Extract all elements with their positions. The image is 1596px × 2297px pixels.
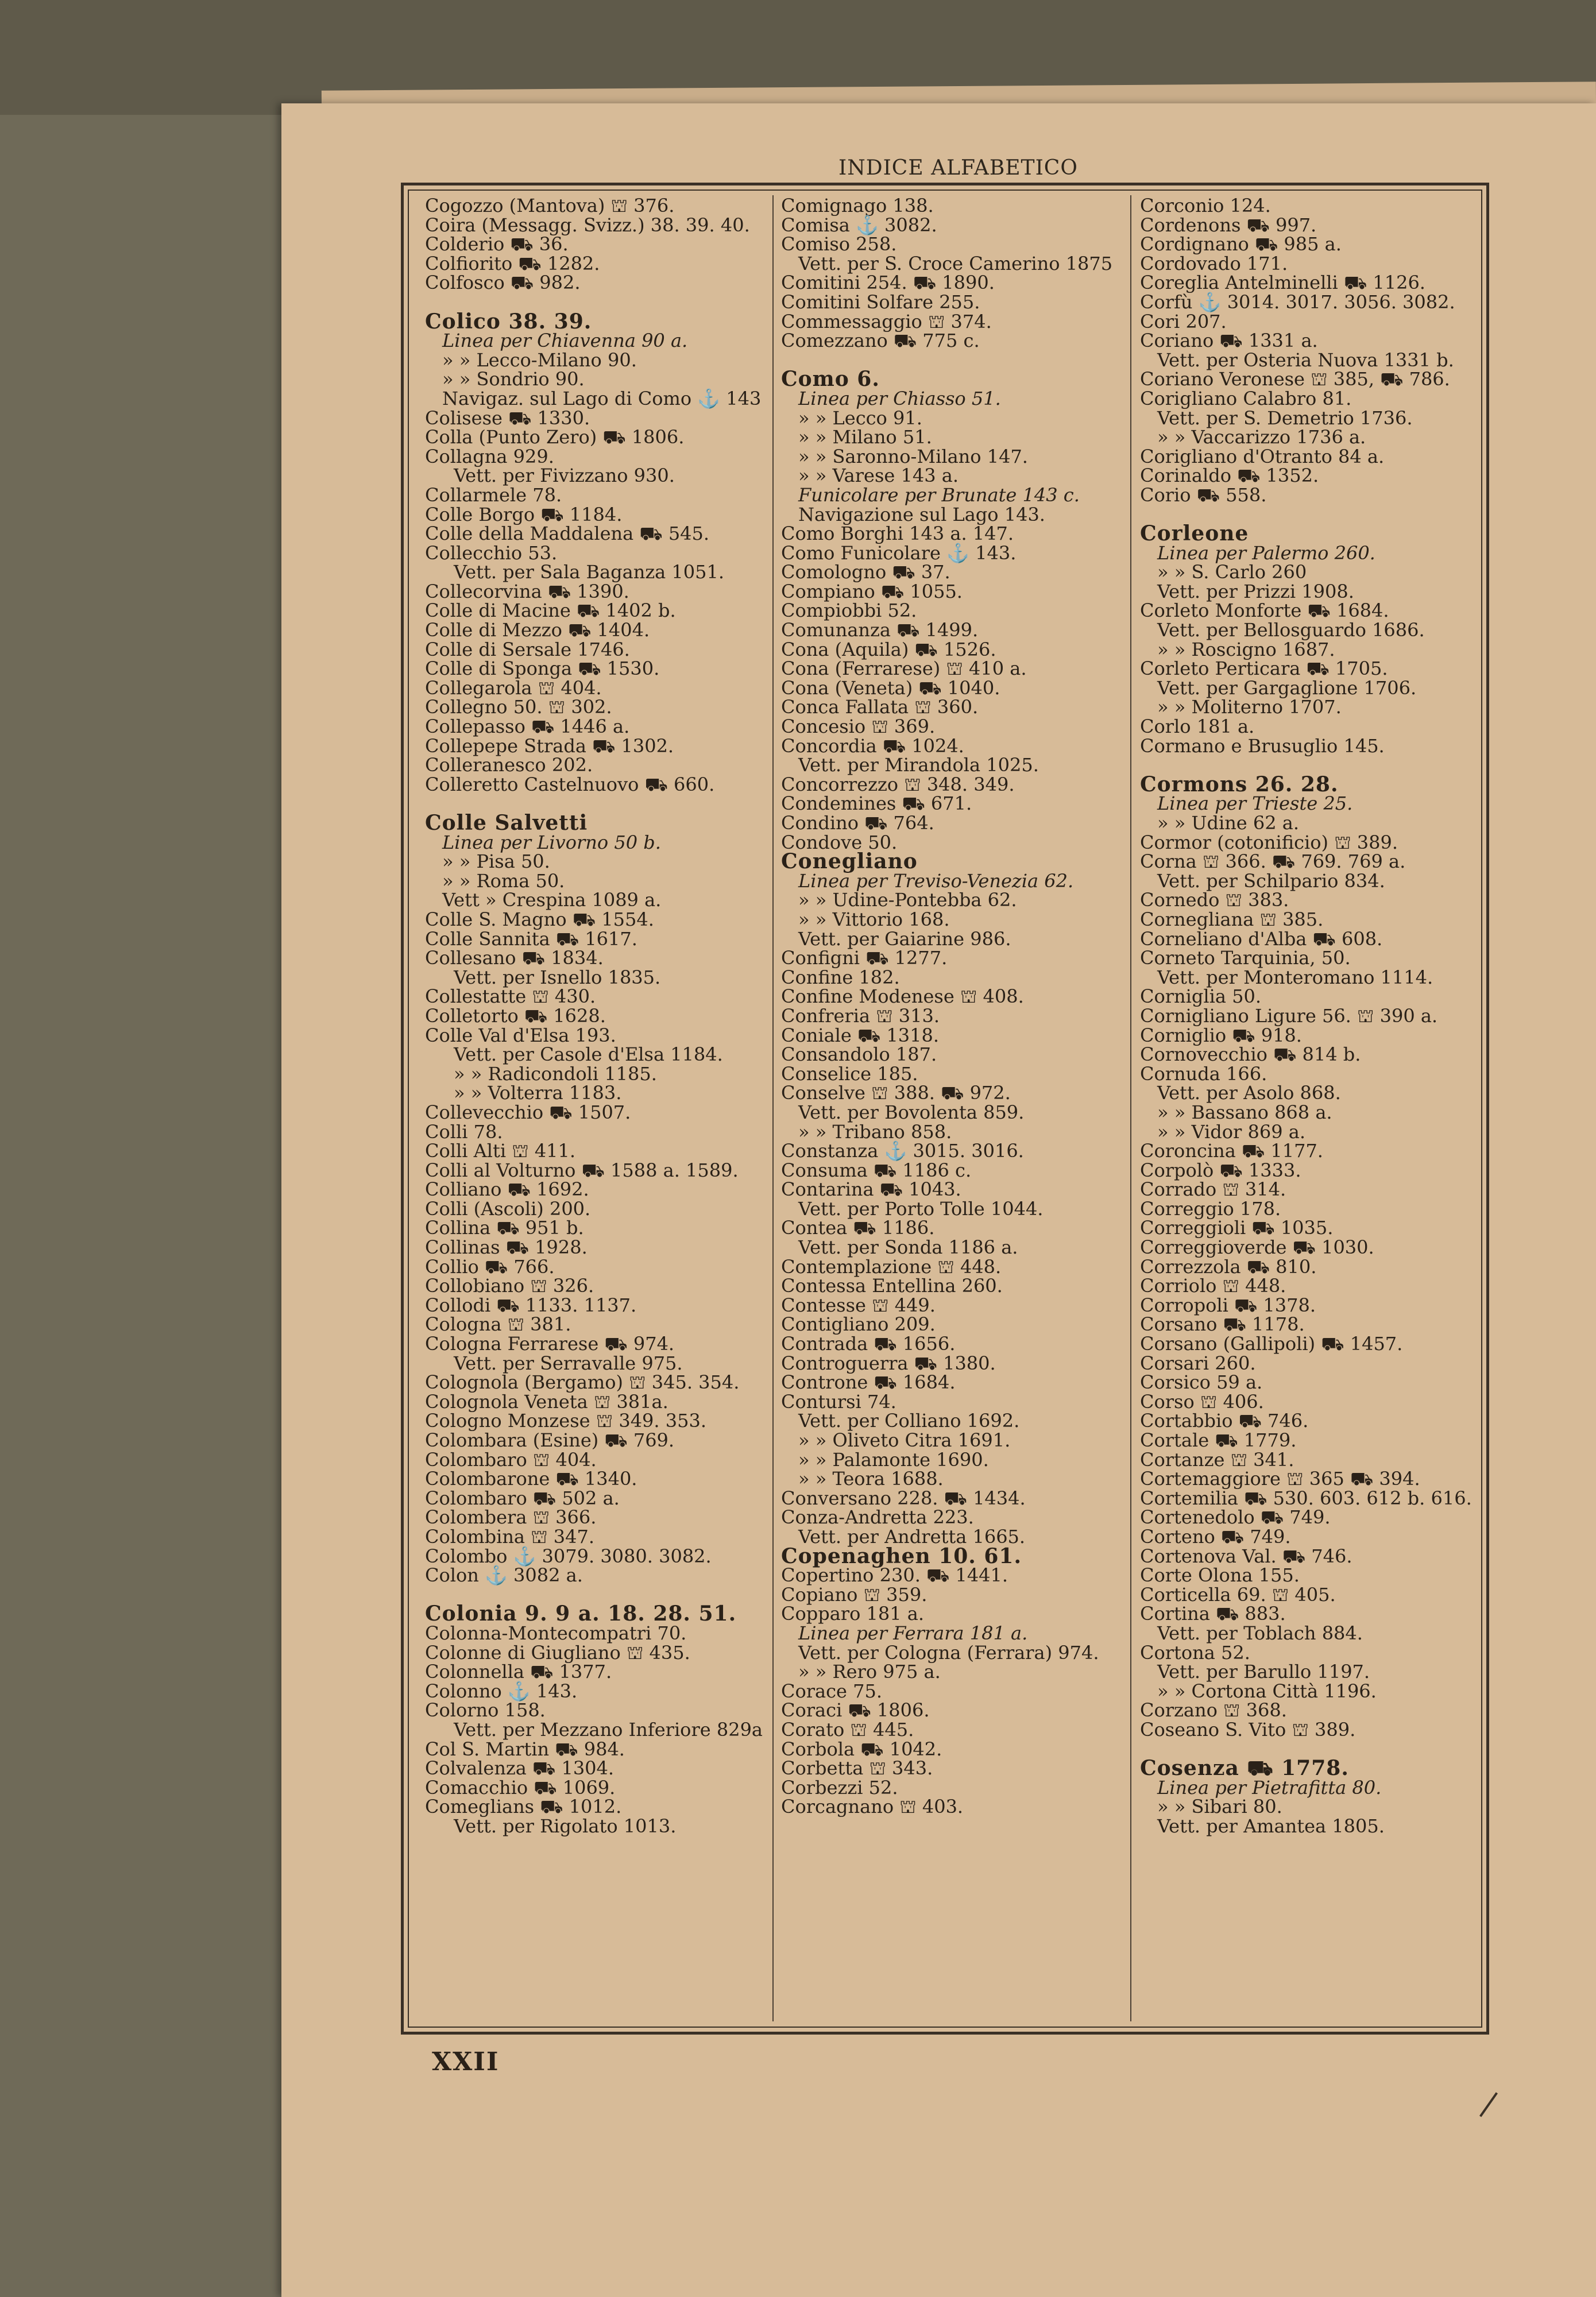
index-entry: Confreria ⛫ 313. <box>781 1004 940 1027</box>
index-entry: Vett. per Bovolenta 859. <box>798 1101 1025 1123</box>
index-entry: » » Lecco 91. <box>798 407 922 429</box>
index-entry: Como Funicolare ⚓ 143. <box>781 542 1017 564</box>
index-entry: Col S. Martin ⛟ 984. <box>425 1738 625 1760</box>
index-entry: Corriolo ⛫ 448. <box>1140 1275 1286 1297</box>
index-heading: Copenaghen 10. 61. <box>781 1544 1022 1568</box>
index-entry: Collio ⛟ 766. <box>425 1255 555 1278</box>
index-entry: Vett » Crespina 1089 a. <box>442 889 662 911</box>
index-entry: Corsano (Gallipoli) ⛟ 1457. <box>1140 1333 1403 1355</box>
index-entry: Colleranesco 202. <box>425 754 593 776</box>
index-entry: Vett. per Colliano 1692. <box>798 1410 1020 1432</box>
index-entry: Colle di Sersale 1746. <box>425 638 630 660</box>
index-entry: Collesano ⛟ 1834. <box>425 947 604 969</box>
index-entry: Comitini 254. ⛟ 1890. <box>781 272 995 294</box>
index-entry: Condove 50. <box>781 831 898 853</box>
index-entry: Correzzola ⛟ 810. <box>1140 1255 1317 1278</box>
index-entry: Colle Val d'Elsa 193. <box>425 1024 616 1046</box>
index-entry: Colliano ⛟ 1692. <box>425 1178 589 1201</box>
index-entry: Corna ⛫ 366. ⛟ 769. 769 a. <box>1140 850 1406 873</box>
index-entry: Cologno Monzese ⛫ 349. 353. <box>425 1410 707 1432</box>
index-entry: Cortemaggiore ⛫ 365 ⛟ 394. <box>1140 1468 1420 1490</box>
column-rule <box>1130 195 1131 2021</box>
index-entry: Colombarone ⛟ 1340. <box>425 1468 637 1490</box>
index-entry: Confine 182. <box>781 966 900 988</box>
index-entry: Cornedo ⛫ 383. <box>1140 889 1289 911</box>
index-entry: Collobiano ⛫ 326. <box>425 1275 594 1297</box>
index-entry: Corsano ⛟ 1178. <box>1140 1313 1305 1336</box>
index-entry: Vett. per S. Demetrio 1736. <box>1157 407 1413 429</box>
index-entry: Corbezzi 52. <box>781 1776 898 1799</box>
index-entry: Corneliano d'Alba ⛟ 608. <box>1140 927 1383 950</box>
index-entry: Collina ⛟ 951 b. <box>425 1217 584 1239</box>
index-entry: Colle S. Magno ⛟ 1554. <box>425 908 654 930</box>
index-entry: » » Teora 1688. <box>798 1468 944 1490</box>
index-entry: Comezzano ⛟ 775 c. <box>781 330 980 352</box>
index-entry: Collegno 50. ⛫ 302. <box>425 696 612 718</box>
index-entry: Vett. per Monteromano 1114. <box>1157 966 1433 988</box>
index-entry: Coniale ⛟ 1318. <box>781 1024 940 1046</box>
index-entry: Colonne di Giugliano ⛫ 435. <box>425 1641 690 1664</box>
index-entry: Configni ⛟ 1277. <box>781 947 948 969</box>
index-entry: Collarmele 78. <box>425 484 562 506</box>
index-entry: Linea per Treviso-Venezia 62. <box>798 869 1074 892</box>
index-entry: Colombina ⛫ 347. <box>425 1525 595 1548</box>
index-entry: Corneto Tarquinia, 50. <box>1140 947 1351 969</box>
index-entry: Cortabbio ⛟ 746. <box>1140 1410 1309 1432</box>
index-entry: » » Sondrio 90. <box>442 368 585 390</box>
index-entry: Corbetta ⛫ 343. <box>781 1757 933 1780</box>
index-entry: Corniglio ⛟ 918. <box>1140 1024 1302 1046</box>
index-entry: Vett. per Prizzi 1908. <box>1157 580 1354 602</box>
index-entry: Vett. per Casole d'Elsa 1184. <box>454 1043 723 1066</box>
index-entry: Linea per Palermo 260. <box>1157 542 1375 564</box>
index-entry: Cortina ⛟ 883. <box>1140 1603 1286 1625</box>
index-entry: Vett. per Barullo 1197. <box>1157 1661 1370 1683</box>
index-entry: » » Vidor 869 a. <box>1157 1120 1305 1143</box>
index-entry: Comiso 258. <box>781 233 897 256</box>
index-entry: Colle di Mezzo ⛟ 1404. <box>425 619 650 641</box>
index-entry: » » Pisa 50. <box>442 850 550 873</box>
index-entry: Vett. per Andretta 1665. <box>798 1525 1026 1548</box>
index-entry: Vett. per Sonda 1186 a. <box>798 1236 1018 1259</box>
index-entry: Concesio ⛫ 369. <box>781 716 936 738</box>
index-entry: Cornuda 166. <box>1140 1062 1267 1085</box>
index-entry: Corcagnano ⛫ 403. <box>781 1796 964 1818</box>
index-entry: Contigliano 209. <box>781 1313 936 1336</box>
index-entry: Comunanza ⛟ 1499. <box>781 619 979 641</box>
index-entry: Colfosco ⛟ 982. <box>425 272 581 294</box>
index-heading: Colico 38. 39. <box>425 309 592 334</box>
index-entry: Colla (Punto Zero) ⛟ 1806. <box>425 426 685 448</box>
index-entry: Concorrezzo ⛫ 348. 349. <box>781 773 1015 795</box>
index-entry: Cona (Ferrarese) ⛫ 410 a. <box>781 658 1027 680</box>
index-entry: Colorno 158. <box>425 1699 546 1722</box>
index-entry: Como Borghi 143 a. 147. <box>781 523 1014 545</box>
index-entry: Cortale ⛟ 1779. <box>1140 1429 1297 1451</box>
index-entry: Colfiorito ⛟ 1282. <box>425 252 600 274</box>
index-entry: Linea per Chiavenna 90 a. <box>442 330 688 352</box>
index-entry: Corticella 69. ⛫ 405. <box>1140 1583 1336 1606</box>
index-entry: Cortona 52. <box>1140 1641 1250 1664</box>
index-entry: Cologna Ferrarese ⛟ 974. <box>425 1333 675 1355</box>
index-entry: Corniglia 50. <box>1140 985 1261 1008</box>
index-entry: Cortenova Val. ⛟ 746. <box>1140 1545 1352 1567</box>
index-entry: Colli al Volturno ⛟ 1588 a. 1589. <box>425 1159 739 1181</box>
index-heading: Colle Salvetti <box>425 811 588 835</box>
index-entry: Corte Olona 155. <box>1140 1564 1300 1587</box>
index-entry: Colleretto Castelnuovo ⛟ 660. <box>425 773 715 795</box>
index-entry: Colle di Macine ⛟ 1402 b. <box>425 600 676 622</box>
index-entry: Conza-Andretta 223. <box>781 1506 974 1529</box>
index-entry: Vett. per Mirandola 1025. <box>798 754 1039 776</box>
index-entry: Cormor (cotonificio) ⛫ 389. <box>1140 831 1398 853</box>
index-entry: » » Bassano 868 a. <box>1157 1101 1332 1123</box>
index-entry: Vett. per Bellosguardo 1686. <box>1157 619 1425 641</box>
index-entry: Vett. per Toblach 884. <box>1157 1622 1363 1644</box>
index-entry: Collinas ⛟ 1928. <box>425 1236 588 1259</box>
index-entry: Cortenedolo ⛟ 749. <box>1140 1506 1331 1529</box>
index-entry: » » Tribano 858. <box>798 1120 952 1143</box>
index-entry: Colombara (Esine) ⛟ 769. <box>425 1429 675 1451</box>
index-entry: Concordia ⛟ 1024. <box>781 734 964 757</box>
index-entry: Conselve ⛫ 388. ⛟ 972. <box>781 1082 1011 1104</box>
index-entry: Vett. per Gargaglione 1706. <box>1157 676 1417 699</box>
index-entry: Corleto Perticara ⛟ 1705. <box>1140 658 1388 680</box>
index-entry: Collecchio 53. <box>425 542 558 564</box>
index-entry: Cologna ⛫ 381. <box>425 1313 571 1336</box>
index-entry: Cortemilia ⛟ 530. 603. 612 b. 616. <box>1140 1487 1472 1509</box>
index-entry: Vett. per Cologna (Ferrara) 974. <box>798 1641 1099 1664</box>
index-entry: Contesse ⛫ 449. <box>781 1294 936 1316</box>
index-entry: Navigaz. sul Lago di Como ⚓ 143 <box>442 387 762 409</box>
index-entry: Corbola ⛟ 1042. <box>781 1738 942 1760</box>
index-entry: Coira (Messagg. Svizz.) 38. 39. 40. <box>425 214 750 236</box>
index-entry: Funicolare per Brunate 143 c. <box>798 484 1080 506</box>
index-entry: Colombaro ⛫ 404. <box>425 1448 597 1471</box>
index-heading: Cormons 26. 28. <box>1140 772 1339 796</box>
page-number: XXII <box>432 2047 500 2076</box>
index-entry: Vett. per Fivizzano 930. <box>454 465 675 487</box>
index-entry: Coseano S. Vito ⛫ 389. <box>1140 1718 1356 1741</box>
index-entry: Cornovecchio ⛟ 814 b. <box>1140 1043 1361 1066</box>
index-entry: Cornigliano Ligure 56. ⛫ 390 a. <box>1140 1004 1438 1027</box>
index-entry: Collodi ⛟ 1133. 1137. <box>425 1294 637 1316</box>
index-entry: » » Udine-Pontebba 62. <box>798 889 1017 911</box>
index-entry: Correggioverde ⛟ 1030. <box>1140 1236 1374 1259</box>
index-entry: Controguerra ⛟ 1380. <box>781 1352 996 1374</box>
index-entry: Corace 75. <box>781 1680 883 1702</box>
index-entry: Corso ⛫ 406. <box>1140 1390 1264 1413</box>
index-entry: Contea ⛟ 1186. <box>781 1217 935 1239</box>
index-entry: Corio ⛟ 558. <box>1140 484 1267 506</box>
index-entry: » » Milano 51. <box>798 426 932 448</box>
index-entry: Cornegliana ⛫ 385. <box>1140 908 1324 930</box>
index-entry: Contarina ⛟ 1043. <box>781 1178 961 1201</box>
index-entry: Collepasso ⛟ 1446 a. <box>425 716 630 738</box>
index-entry: » » Udine 62 a. <box>1157 812 1300 834</box>
index-entry: » » Palamonte 1690. <box>798 1448 989 1471</box>
index-entry: Comisa ⚓ 3082. <box>781 214 937 236</box>
index-entry: » » Radicondoli 1185. <box>454 1062 657 1085</box>
index-entry: Colonnella ⛟ 1377. <box>425 1661 612 1683</box>
index-entry: Linea per Pietrafitta 80. <box>1157 1776 1382 1799</box>
index-entry: Comeglians ⛟ 1012. <box>425 1796 622 1818</box>
index-entry: Collegarola ⛫ 404. <box>425 676 602 699</box>
index-entry: Colle della Maddalena ⛟ 545. <box>425 523 710 545</box>
index-entry: » » Vittorio 168. <box>798 908 950 930</box>
index-heading: Conegliano <box>781 849 918 874</box>
index-heading: Colonia 9. 9 a. 18. 28. 51. <box>425 1602 737 1626</box>
index-entry: Corrado ⛫ 314. <box>1140 1178 1286 1201</box>
index-entry: Colle Borgo ⛟ 1184. <box>425 503 623 525</box>
index-entry: Vett. per Schilpario 834. <box>1157 869 1385 892</box>
index-entry: Colognola Veneta ⛫ 381a. <box>425 1390 668 1413</box>
index-entry: » » Sibari 80. <box>1157 1796 1282 1818</box>
index-entry: » » Cortona Città 1196. <box>1157 1680 1377 1702</box>
index-entry: Confine Modenese ⛫ 408. <box>781 985 1024 1008</box>
index-entry: » » Varese 143 a. <box>798 465 959 487</box>
index-entry: Corpolò ⛟ 1333. <box>1140 1159 1301 1181</box>
index-entry: Colon ⚓ 3082 a. <box>425 1564 583 1587</box>
running-title: INDICE ALFABETICO <box>838 156 1078 180</box>
index-entry: Conca Fallata ⛫ 360. <box>781 696 979 718</box>
index-entry: Colombaro ⛟ 502 a. <box>425 1487 620 1509</box>
index-entry: Cori 207. <box>1140 310 1227 332</box>
index-entry: Coroncina ⛟ 1177. <box>1140 1140 1323 1162</box>
index-entry: Corfù ⚓ 3014. 3017. 3056. 3082. <box>1140 291 1455 313</box>
index-entry: Colombera ⛫ 366. <box>425 1506 597 1529</box>
index-entry: » » S. Carlo 260 <box>1157 561 1307 583</box>
index-entry: » » Rero 975 a. <box>798 1661 941 1683</box>
index-entry: Vett. per Amantea 1805. <box>1157 1815 1385 1837</box>
index-entry: Corlo 181 a. <box>1140 716 1255 738</box>
index-entry: Condemines ⛟ 671. <box>781 792 972 815</box>
index-heading: Cosenza ⛟ 1778. <box>1140 1756 1349 1781</box>
index-entry: Cordovado 171. <box>1140 252 1288 274</box>
index-entry: Compiobbi 52. <box>781 600 917 622</box>
index-entry: » » Oliveto Citra 1691. <box>798 1429 1011 1451</box>
index-entry: Collecorvina ⛟ 1390. <box>425 580 629 602</box>
index-entry: Cordenons ⛟ 997. <box>1140 214 1317 236</box>
index-entry: Contrada ⛟ 1656. <box>781 1333 956 1355</box>
index-entry: Coriano Veronese ⛫ 385, ⛟ 786. <box>1140 368 1450 390</box>
index-entry: Corigliano Calabro 81. <box>1140 387 1352 409</box>
index-entry: Cona (Aquila) ⛟ 1526. <box>781 638 996 660</box>
index-entry: Corsico 59 a. <box>1140 1371 1263 1394</box>
index-entry: Compiano ⛟ 1055. <box>781 580 963 602</box>
index-entry: Copiano ⛫ 359. <box>781 1583 928 1606</box>
index-entry: Consuma ⛟ 1186 c. <box>781 1159 972 1181</box>
index-entry: Vett. per Sala Baganza 1051. <box>454 561 725 583</box>
index-entry: Correggioli ⛟ 1035. <box>1140 1217 1334 1239</box>
index-entry: Vett. per Rigolato 1013. <box>454 1815 677 1837</box>
index-entry: Contessa Entellina 260. <box>781 1275 1003 1297</box>
index-entry: Contemplazione ⛫ 448. <box>781 1255 1002 1278</box>
index-entry: Colognola (Bergamo) ⛫ 345. 354. <box>425 1371 740 1394</box>
index-entry: Colletorto ⛟ 1628. <box>425 1004 606 1027</box>
index-column-2 <box>781 196 1120 2017</box>
index-entry: » » Vaccarizzo 1736 a. <box>1157 426 1366 448</box>
index-entry: Coriano ⛟ 1331 a. <box>1140 330 1318 352</box>
index-entry: Corropoli ⛟ 1378. <box>1140 1294 1316 1316</box>
index-entry: Controne ⛟ 1684. <box>781 1371 956 1394</box>
index-entry: Colli Alti ⛫ 411. <box>425 1140 576 1162</box>
index-entry: » » Roma 50. <box>442 869 565 892</box>
index-entry: Colli (Ascoli) 200. <box>425 1197 591 1220</box>
index-heading: Corleone <box>1140 521 1249 546</box>
index-entry: Corzano ⛫ 368. <box>1140 1699 1287 1722</box>
index-entry: Comitini Solfare 255. <box>781 291 980 313</box>
column-rule <box>772 195 774 2021</box>
index-entry: Comacchio ⛟ 1069. <box>425 1776 616 1799</box>
index-column-1 <box>425 196 770 2017</box>
index-entry: Vett. per Osteria Nuova 1331 b. <box>1157 349 1454 371</box>
index-entry: Colle Sannita ⛟ 1617. <box>425 927 637 950</box>
index-entry: Linea per Livorno 50 b. <box>442 831 661 853</box>
index-entry: Copertino 230. ⛟ 1441. <box>781 1564 1008 1587</box>
index-entry: Vett. per Gaiarine 986. <box>798 927 1011 950</box>
index-entry: Correggio 178. <box>1140 1197 1281 1220</box>
index-entry: » » Volterra 1183. <box>454 1082 622 1104</box>
index-entry: Corato ⛫ 445. <box>781 1718 914 1741</box>
index-entry: » » Roscigno 1687. <box>1157 638 1335 660</box>
index-entry: Corsari 260. <box>1140 1352 1256 1374</box>
index-entry: Conversano 228. ⛟ 1434. <box>781 1487 1026 1509</box>
index-entry: Colli 78. <box>425 1120 503 1143</box>
index-entry: Comologno ⛟ 37. <box>781 561 950 583</box>
index-entry: Collestatte ⛫ 430. <box>425 985 596 1008</box>
index-entry: Corleto Monforte ⛟ 1684. <box>1140 600 1389 622</box>
index-entry: Colle di Sponga ⛟ 1530. <box>425 658 660 680</box>
index-entry: » » Lecco-Milano 90. <box>442 349 637 371</box>
index-entry: Linea per Ferrara 181 a. <box>798 1622 1028 1644</box>
index-entry: Colvalenza ⛟ 1304. <box>425 1757 615 1780</box>
index-entry: Copparo 181 a. <box>781 1603 925 1625</box>
index-entry: Vett. per Mezzano Inferiore 829a <box>454 1718 763 1741</box>
index-entry: Cortanze ⛫ 341. <box>1140 1448 1294 1471</box>
index-entry: Colonno ⚓ 143. <box>425 1680 578 1702</box>
index-entry: Collagna 929. <box>425 445 554 467</box>
index-entry: » » Moliterno 1707. <box>1157 696 1342 718</box>
index-entry: Coraci ⛟ 1806. <box>781 1699 930 1722</box>
index-entry: Vett. per Isnello 1835. <box>454 966 661 988</box>
index-entry: Cordignano ⛟ 985 a. <box>1140 233 1342 256</box>
index-entry: Corigliano d'Otranto 84 a. <box>1140 445 1385 467</box>
index-entry: Comignago 138. <box>781 196 934 216</box>
index-entry: Commessaggio ⛫ 374. <box>781 310 992 332</box>
index-column-3 <box>1140 196 1485 2017</box>
index-entry: Linea per Trieste 25. <box>1157 792 1353 815</box>
index-entry: Consandolo 187. <box>781 1043 937 1066</box>
index-entry: Colisese ⛟ 1330. <box>425 407 590 429</box>
index-entry: Vett. per S. Croce Camerino 1875 <box>798 252 1113 274</box>
index-entry: Colderio ⛟ 36. <box>425 233 569 256</box>
index-entry: Colombo ⚓ 3079. 3080. 3082. <box>425 1545 712 1567</box>
index-entry: Collepepe Strada ⛟ 1302. <box>425 734 674 757</box>
index-entry: Contursi 74. <box>781 1390 896 1413</box>
index-entry: Vett. per Porto Tolle 1044. <box>798 1197 1044 1220</box>
index-entry: Cormano e Brusuglio 145. <box>1140 734 1385 757</box>
index-entry: Constanza ⚓ 3015. 3016. <box>781 1140 1024 1162</box>
index-entry: Condino ⛟ 764. <box>781 812 934 834</box>
index-entry: Navigazione sul Lago 143. <box>798 503 1045 525</box>
index-entry: Linea per Chiasso 51. <box>798 387 1001 409</box>
index-entry: Collevecchio ⛟ 1507. <box>425 1101 631 1123</box>
index-entry: » » Saronno-Milano 147. <box>798 445 1028 467</box>
index-heading: Como 6. <box>781 367 880 392</box>
index-entry: Cona (Veneta) ⛟ 1040. <box>781 676 1000 699</box>
index-entry: Colonna-Montecompatri 70. <box>425 1622 687 1644</box>
index-entry: Coreglia Antelminelli ⛟ 1126. <box>1140 272 1425 294</box>
index-entry: Conselice 185. <box>781 1062 918 1085</box>
index-entry: Corinaldo ⛟ 1352. <box>1140 465 1319 487</box>
index-entry: Vett. per Serravalle 975. <box>454 1352 683 1374</box>
index-entry: Corteno ⛟ 749. <box>1140 1525 1291 1548</box>
index-entry: Vett. per Asolo 868. <box>1157 1082 1341 1104</box>
index-entry: Corconio 124. <box>1140 196 1271 216</box>
index-entry: Cogozzo (Mantova) ⛫ 376. <box>425 196 675 216</box>
